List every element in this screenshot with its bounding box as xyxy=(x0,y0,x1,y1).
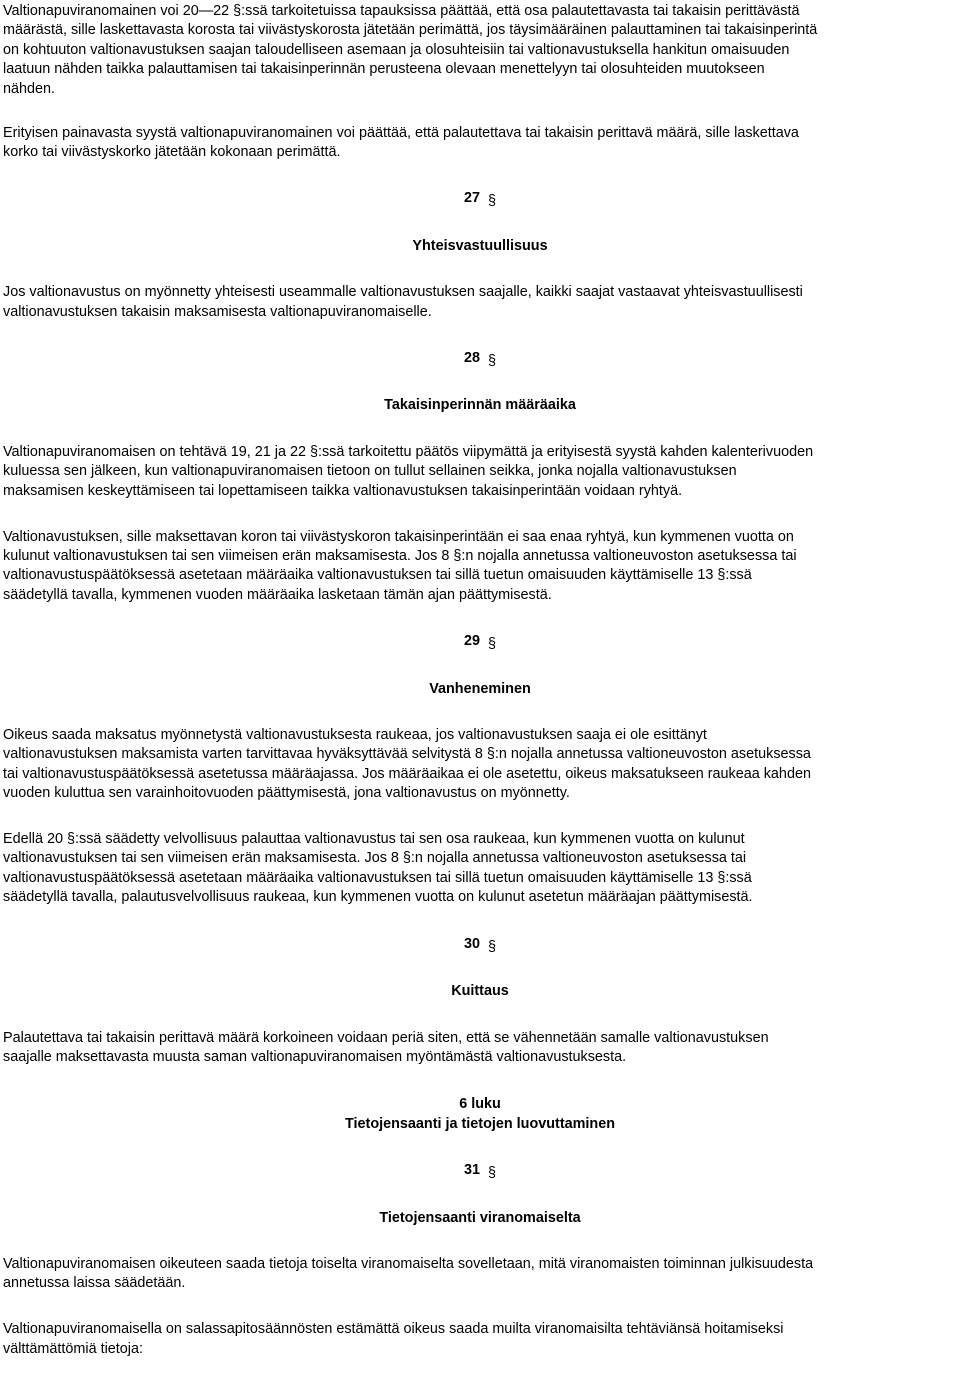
section-sign: § xyxy=(488,938,497,955)
section-28-paragraph-1: Valtionapuviranomaisen on tehtävä 19, 21 ja 22 §:ssä tarkoitettu päätös viipymättä ja erityisestä syystä kahden kalenterivuoden kuluessa sen jälkeen, kun valtionapuviranomaisen tietoon on tullut sellainen seikka, jonka nojalla valtionavustuksen maksamisen keskeyttämiseen tai lopettamiseen taikka valtionavustuksen takaisinperintään voidaan ryhtyä. xyxy=(3,443,814,499)
section-28-paragraph-2: Valtionavustuksen, sille maksettavan koron tai viivästyskoron takaisinperintään ei saa enaa ryhtyä, kun kymmenen vuotta on kulunut valtionavustuksen tai sen viimeisen erän maksamisesta. Jos 8 §:n nojalla annetussa valtioneuvoston asetuksessa tai valtionavustuspäätöksessä asetetaan määräaika valtionavustuksen tai sillä tuetun omaisuuden käyttämiselle 13 §:ssä säädetyllä tavalla, kymmenen vuoden määräaika lasketaan tämän ajan päättymisestä. xyxy=(3,528,797,603)
section-29-paragraph-2: Edellä 20 §:ssä säädetty velvollisuus palauttaa valtionavustus tai sen osa raukeaa, kun kymmenen vuotta on kulunut valtionavustuksen tai sen viimeisen erän maksamisesta. Jos 8 §:n nojalla annetussa valtioneuvoston asetuksessa tai valtionavustuspäätöksessä asetetaan määräaika valtionavustuksen tai sillä tuetun omaisuuden käyttämiselle 13 §:ssä säädetyllä tavalla, palautusvelvollisuus raukeaa, kun kymmenen vuotta on kulunut asetetun määräajan päättymisestä. xyxy=(3,831,753,906)
section-29-number: 29 § xyxy=(3,632,957,651)
section-30-number: 30 § xyxy=(3,935,957,954)
section-27-title: Yhteisvastuullisuus xyxy=(412,237,548,254)
section-sign: § xyxy=(488,352,497,369)
chapter-number: 6 luku xyxy=(459,1096,501,1113)
document-page xyxy=(3,0,957,1359)
section-28-number: 28 § xyxy=(3,349,957,368)
section-31-paragraph-2: Valtionapuviranomaisella on salassapitosäännösten estämättä oikeus saada muilta viranomaisilta tehtäviänsä hoitamiseksi välttämättömiä tietoja: xyxy=(3,1321,784,1357)
section-sign: § xyxy=(488,193,497,210)
section-29-title: Vanheneminen xyxy=(429,680,531,697)
section-31-number: 31 § xyxy=(3,1161,957,1180)
section-27-number: 27 § xyxy=(3,189,957,208)
chapter-title: Tietojensaanti ja tietojen luovuttaminen xyxy=(345,1115,615,1132)
section-30-title: Kuittaus xyxy=(451,983,509,1000)
intro-paragraph-1: Valtionapuviranomainen voi 20—22 §:ssä tarkoitetuissa tapauksissa päättää, että osa palautettavasta tai takaisin perittävästä määrästä, sille laskettavasta korosta tai viivästyskorosta jätetään perimättä, jos täysimääräinen palauttaminen tai takaisinperintä on kohtuuton valtionavustuksen saajan taloudelliseen asemaan ja olosuhteisiin tai valtionavustuksella hankitun omaisuuden laatuun nähden taikka palauttamisen tai takaisinperinnän perusteena olevaan menettelyyn tai olosuhteiden muutokseen nähden. xyxy=(3,3,818,97)
section-29-paragraph-1: Oikeus saada maksatus myönnetystä valtionavustuksesta raukeaa, jos valtionavustuksen saaja ei ole esittänyt valtionavustuksen maksamista varten tarvittavaa hyväksyttävää selvitystä 8 §:n nojalla annetussa valtioneuvoston asetuksessa tai valtionavustuspäätöksessä asetetussa määräajassa. Jos määräaikaa ei ole asetettu, oikeus maksatukseen raukeaa kahden vuoden kuluttua sen varainhoitovuoden päättymisestä, jona valtionavustus on myönnetty. xyxy=(3,726,811,802)
section-27-paragraph-1: Jos valtionavustus on myönnetty yhteisesti useammalle valtionavustuksen saajalle, kaikki saajat vastaavat yhteisvastuullisesti valtionavustuksen takaisin maksamisesta valtionapuviranomaiselle. xyxy=(3,284,803,320)
section-31-paragraph-1: Valtionapuviranomaisen oikeuteen saada tietoja toiselta viranomaiselta sovelletaan, mitä viranomaisten toiminnan julkisuudesta annetussa laissa säädetään. xyxy=(3,1255,814,1292)
section-28-title: Takaisinperinnän määräaika xyxy=(384,397,576,414)
section-30-paragraph-1: Palautettava tai takaisin perittavä määrä korkoineen voidaan periä siten, että se vähennetään samalle valtionavustuksen saajalle maksettavasta muusta saman valtionapuviranomaisen myöntämästä valtionavustuksesta. xyxy=(3,1029,769,1065)
section-sign: § xyxy=(488,1165,497,1182)
section-31-title: Tietojensaanti viranomaiselta xyxy=(379,1209,581,1226)
section-sign: § xyxy=(488,636,497,653)
intro-paragraph-2: Erityisen painavasta syystä valtionapuviranomainen voi päättää, että palautettava tai takaisin perittavä määrä, sille laskettava korko tai viivästyskorko jätetään kokonaan perimättä. xyxy=(3,124,799,160)
